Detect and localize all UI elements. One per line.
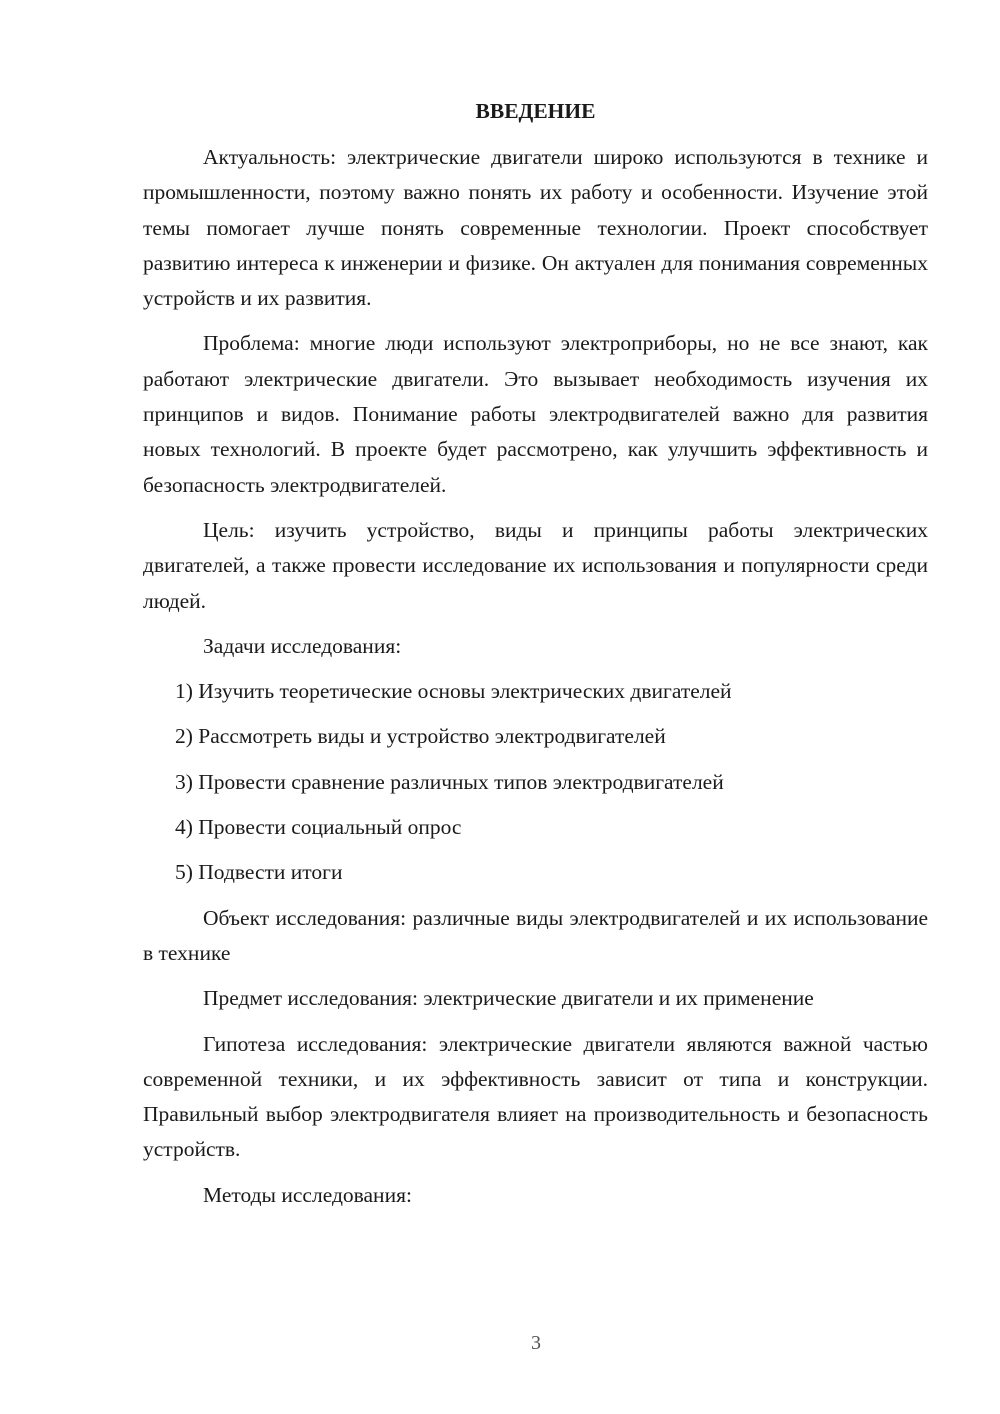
paragraph-object: Объект исследования: различные виды электродвигателей и их использование в технике [143, 905, 928, 965]
list-item: 3) Провести сравнение различных типов электродвигателей [175, 769, 724, 794]
list-item: 1) Изучить теоретические основы электрических двигателей [175, 679, 732, 704]
document-page [143, 95, 928, 1223]
paragraph-tasks-heading: Задачи исследования: [203, 633, 402, 658]
paragraph-problem: Проблема: многие люди используют электроприборы, но не все знают, как работают электрические двигатели. Это вызывает необходимость изучения их принципов и видов. Понимание работы электродвигателей важно для развития новых технологий. В проекте будет рассмотрено, как улучшить эффективность и безопасность электродвигателей. [143, 331, 928, 497]
task-list [143, 674, 928, 890]
paragraph-methods: Методы исследования: [203, 1182, 412, 1207]
paragraph-goal: Цель: изучить устройство, виды и принципы работы электрических двигателей, а также провести исследование их использования и популярности среди людей. [143, 517, 928, 613]
list-item: 2) Рассмотреть виды и устройство электродвигателей [175, 724, 666, 749]
page-number: 3 [531, 1332, 541, 1354]
paragraph-relevance: Актуальность: электрические двигатели широко используются в технике и промышленности, поэтому важно понять их работу и особенности. Изучение этой темы помогает лучше понять современные технологии. Проект способствует развитию интереса к инженерии и физике. Он актуален для понимания современных устройств и их развития. [143, 145, 928, 311]
section-title: ВВЕДЕНИЕ [475, 99, 596, 123]
paragraph-subject: Предмет исследования: электрические двигатели и их применение [203, 986, 814, 1011]
list-item: 5) Подвести итоги [175, 860, 343, 885]
paragraph-hypothesis: Гипотеза исследования: электрические двигатели являются важной частью современной техники, и их эффективность зависит от типа и конструкции. Правильный выбор электродвигателя влияет на производительность и безопасность устройств. [143, 1031, 928, 1162]
list-item: 4) Провести социальный опрос [175, 815, 462, 840]
